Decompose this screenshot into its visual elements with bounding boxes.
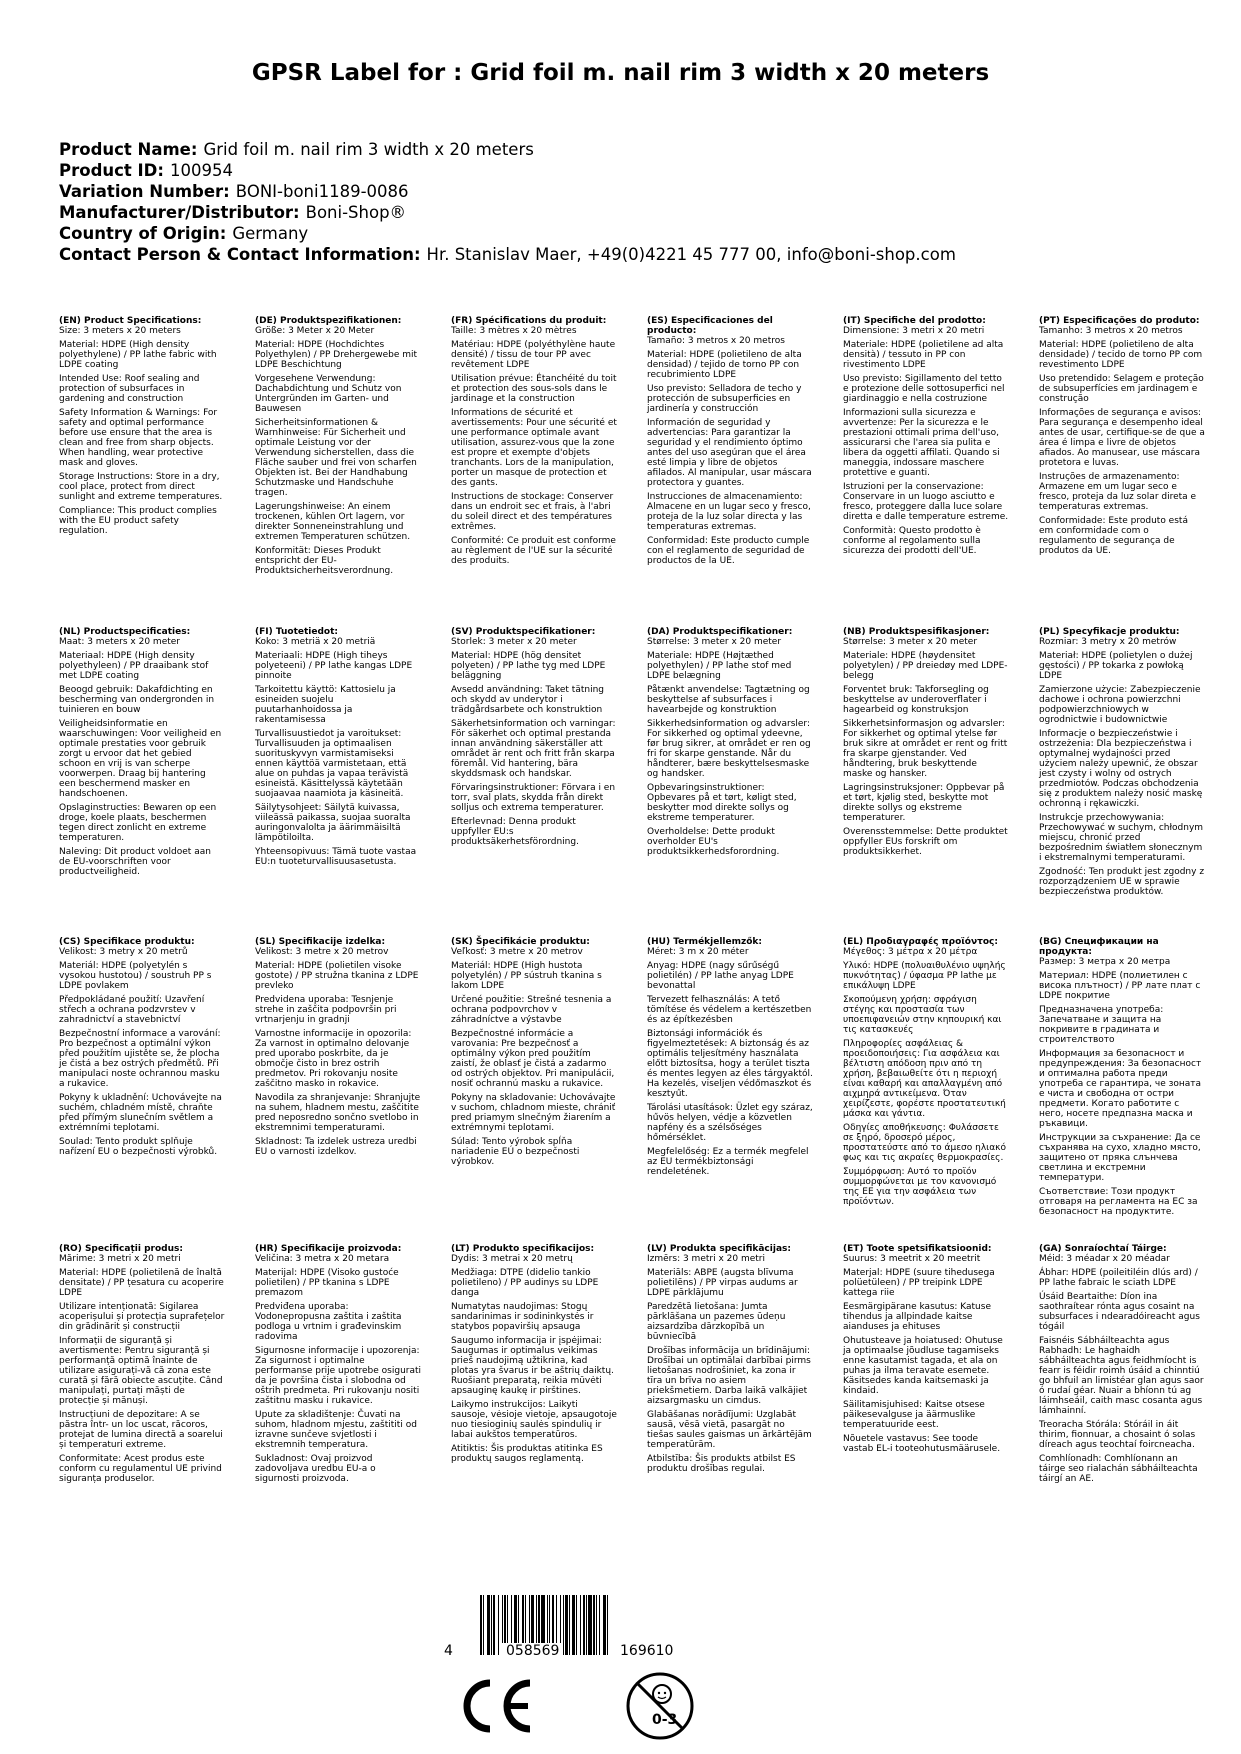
spec-paragraph: Instrukcje przechowywania: Przechowywać w suchym, chłodnym miejscu, chronić przed bezpośrednim światłem słonecznym i ekstremalnymi temperaturami. <box>1039 813 1204 863</box>
spec-paragraph: Pokyny na skladovanie: Uchovávajte v suchom, chladnom mieste, chrániť pred priamym slnečným žiarením a extrémnymi teplotami. <box>451 1093 616 1133</box>
language-heading: (FI) Tuotetiedot: <box>255 627 339 637</box>
info-value: Grid foil m. nail rim 3 width x 20 meters <box>203 140 534 159</box>
spec-paragraph: Предназначена употреба: Запечатване и защита на покривите в градината и строителството <box>1039 1005 1164 1045</box>
info-label: Contact Person & Contact Information: <box>59 245 421 264</box>
spec-paragraph: Lagringsinstruksjoner: Oppbevar på et tørt, kjølig sted, beskytte mot direkte sollys og ekstreme temperaturer. <box>843 783 1005 823</box>
info-row <box>59 244 1199 265</box>
spec-paragraph: Material: HDPE (hög densitet polyeten) / PP lathe tyg med LDPE beläggning <box>451 651 606 681</box>
spec-paragraph: Koko: 3 metriä x 20 metriä <box>255 637 376 647</box>
spec-paragraph: Storlek: 3 meter x 20 meter <box>451 637 577 647</box>
spec-paragraph: Biztonsági információk és figyelmeztetések: A biztonság és az optimális teljesítmény használata előtt biztosítsa, hogy a terület tiszta és mentes legyen az éles tárgyaktól. Ha kezelés, viseljen védőmaszkot és kesztyűt. <box>647 1029 813 1099</box>
language-block <box>255 1244 421 1488</box>
spec-paragraph: Compliance: This product complies with the EU product safety regulation. <box>59 506 217 536</box>
language-heading: (EL) Προδιαγραφές προϊόντος: <box>843 937 998 947</box>
spec-paragraph: Overensstemmelse: Dette produktet oppfyller EUs forskrift om produktsikkerhet. <box>843 827 1008 857</box>
info-value: Boni-Shop® <box>305 203 407 222</box>
info-row <box>59 181 1199 202</box>
spec-paragraph: Uso previsto: Selladora de techo y protección de subsuperficies en jardinería y construcción <box>647 384 802 414</box>
spec-paragraph: Úsáid Beartaithe: Díon ina saothraítear rónta agus cosaint na subsurfaces i ndearadóireacht agus tógáil <box>1039 1292 1200 1332</box>
info-value: BONI-boni1189-0086 <box>235 182 409 201</box>
spec-paragraph: Atbilstība: Šis produkts atbilst ES produktu drošības regulai. <box>647 1454 796 1474</box>
spec-paragraph: Informacje o bezpieczeństwie i ostrzeżenia: Dla bezpieczeństwa i optymalnej wydajności przed użyciem należy upewnić, że obszar jest czysty i wolny od ostrych przedmiotów. Podczas obchodzenia się z produktem należy nosić maskę ochronną i rękawiczki. <box>1039 729 1203 809</box>
barcode-group-1: 058569 <box>502 1643 563 1659</box>
spec-paragraph: Turvallisuustiedot ja varoitukset: Turvallisuuden ja optimaalisen suorituskyvyn varmistamiseksi ennen käyttöä varmistetaan, että alue on puhdas ja vapaa terävistä esineistä. Käsittelyssä käytetään suojaavaa naamiota ja käsineitä. <box>255 729 409 799</box>
spec-paragraph: Säilytysohjeet: Säilytä kuivassa, viileässä paikassa, suojaa suoralta auringonvalolta ja äärimmäisiltä lämpötiloilta. <box>255 803 411 843</box>
spec-paragraph: Materiale: HDPE (høydensitet polyetylen) / PP dreiedøy med LDPE-belegg <box>843 651 1008 681</box>
spec-paragraph: Instruções de armazenamento: Armazene em um lugar seco e fresco, proteja da luz solar direta e temperaturas extremas. <box>1039 472 1197 512</box>
barcode-lead-digit: 4 <box>440 1643 457 1659</box>
spec-paragraph: Bezpečnostné informácie a varovania: Pre bezpečnosť a optimálny výkon pred použitím zaistí, že oblasť je čistá a zadarmo od ostrých objektov. Pri manipulácii, nosiť ochrannú masku a rukavice. <box>451 1029 615 1089</box>
spec-paragraph: Material: HDPE (polietileno de alta densidade) / tecido de torno PP com revestimento LDPE <box>1039 340 1203 370</box>
spec-paragraph: Sicherheitsinformationen & Warnhinweise: Für Sicherheit und optimale Leistung vor der Verwendung sicherstellen, dass die Fläche sauber und frei von scharfen Objekten ist. Bei der Handhabung Schutzmaske und Handschuhe tragen. <box>255 418 417 498</box>
language-block <box>843 627 1009 861</box>
spec-paragraph: Информация за безопасност и предупреждения: За безопасност и оптимална работа преди употреба се гарантира, че зоната е чиста и свободна от остри предмети. Когато работите с него, носете предпазна маска и ръкавици. <box>1039 1049 1202 1129</box>
spec-paragraph: Informações de segurança e avisos: Para segurança e desempenho ideal antes de usar, certifique-se de que a área é limpa e livre de objetos afiados. Ao manusear, use máscara protetora e luvas. <box>1039 408 1205 468</box>
spec-paragraph: Säilitamisjuhised: Kaitse otsese päikesevalguse ja äärmuslike temperatuuride eest. <box>843 1400 985 1430</box>
spec-paragraph: Conformidad: Este producto cumple con el reglamento de seguridad de productos de la UE. <box>647 536 810 566</box>
barcode-space <box>608 1595 610 1655</box>
spec-paragraph: Μέγεθος: 3 μέτρα x 20 μέτρα <box>843 947 978 957</box>
spec-paragraph: Nõuetele vastavus: See toode vastab EL-i tooteohutusmäärusele. <box>843 1434 1001 1454</box>
spec-paragraph: Súlad: Tento výrobok spĺňa nariadenie EÚ o bezpečnosti výrobkov. <box>451 1137 580 1167</box>
language-heading: (IT) Specifiche del prodotto: <box>843 316 986 326</box>
language-block <box>255 937 421 1161</box>
info-row <box>59 160 1199 181</box>
spec-paragraph: Navodila za shranjevanje: Shranjujte na suhem, hladnem mestu, zaščitite pred neposredno sončno svetlobo in ekstremnimi temperaturami. <box>255 1093 421 1133</box>
spec-paragraph: Dydis: 3 metrai x 20 metrų <box>451 1254 573 1264</box>
language-heading: (FR) Spécifications du produit: <box>451 316 607 326</box>
spec-paragraph: Utilisation prévue: Étanchéité du toit et protection des sous-sols dans le jardinage et la construction <box>451 374 617 404</box>
spec-paragraph: Treoracha Stórála: Stóráil in áit thirim, fionnuar, a chosaint ó solas díreach agus teochtaí foircneacha. <box>1039 1420 1196 1450</box>
language-block <box>59 937 225 1161</box>
language-block <box>1039 627 1205 901</box>
spec-paragraph: Megfelelőség: Ez a termék megfelel az EU termékbiztonsági rendeletének. <box>647 1147 809 1177</box>
spec-paragraph: Veľkosť: 3 metre x 20 metrov <box>451 947 583 957</box>
spec-paragraph: Bezpečnostní informace a varování: Pro bezpečnost a optimální výkon před použitím ujistěte se, že plocha je čistá a bez ostrých předmětů. Při manipulaci noste ochrannou masku a rukavice. <box>59 1029 221 1089</box>
spec-paragraph: Materiał: HDPE (polietylen o dużej gęstości) / PP tokarka z powłoką LDPE <box>1039 651 1193 681</box>
language-heading: (SL) Specifikacije izdelka: <box>255 937 386 947</box>
language-heading: (SK) Špecifikácie produktu: <box>451 937 590 947</box>
spec-paragraph: Naleving: Dit product voldoet aan de EU-voorschriften voor productveiligheid. <box>59 847 211 877</box>
spec-paragraph: Utilizare intenționată: Sigilarea acoperișului și protecția suprafețelor din grădinărit și construcții <box>59 1302 225 1332</box>
spec-paragraph: Инструкции за съхранение: Да се съхранява на сухо, хладно място, защитено от пряка слънчева светлина и екстремни температури. <box>1039 1133 1201 1183</box>
spec-paragraph: Storage Instructions: Store in a dry, cool place, protect from direct sunlight and extreme temperatures. <box>59 472 223 502</box>
language-block <box>451 937 617 1171</box>
spec-paragraph: Οδηγίες αποθήκευσης: Φυλάσσετε σε ξηρό, δροσερό μέρος, προστατεύστε από το άμεσο ηλιακό φως και τις ακραίες θερμοκρασίες. <box>843 1123 1006 1163</box>
language-heading: (LT) Produkto specifikacijos: <box>451 1244 595 1254</box>
spec-paragraph: Съответствие: Този продукт отговаря на регламента на ЕС за безопасност на продуктите. <box>1039 1187 1198 1217</box>
spec-paragraph: Størrelse: 3 meter x 20 meter <box>647 637 782 647</box>
page-title: GPSR Label for : Grid foil m. nail rim 3 width x 20 meters <box>251 60 990 86</box>
spec-paragraph: Yhteensopivuus: Tämä tuote vastaa EU:n tuoteturvallisuusasetusta. <box>255 847 417 867</box>
language-heading: (HR) Specifikacije proizvoda: <box>255 1244 402 1254</box>
info-label: Product ID: <box>59 161 164 180</box>
spec-paragraph: Skladnost: Ta izdelek ustreza uredbi EU o varnosti izdelkov. <box>255 1137 417 1157</box>
spec-paragraph: Veiligheidsinformatie en waarschuwingen: Voor veiligheid en optimale prestaties voor gebruik zorgt u ervoor dat het gebied schoon en vrij is van scherpe voorwerpen. Draag bij hantering een beschermend masker en handschoenen. <box>59 719 222 799</box>
spec-paragraph: Instrucciones de almacenamiento: Almacene en un lugar seco y fresco, proteja de la luz solar directa y las temperaturas extremas. <box>647 492 811 532</box>
spec-paragraph: Conformità: Questo prodotto è conforme al regolamento sulla sicurezza dei prodotti dell'UE. <box>843 526 981 556</box>
language-heading: (GA) Sonraíochtaí Táirge: <box>1039 1244 1167 1254</box>
spec-paragraph: Размер: 3 метра x 20 метра <box>1039 957 1171 967</box>
spec-paragraph: Size: 3 meters x 20 meters <box>59 326 181 336</box>
spec-paragraph: Förvaringsinstruktioner: Förvara i en torr, sval plats, skydda från direkt solljus och extrema temperaturer. <box>451 783 616 813</box>
spec-paragraph: Größe: 3 Meter x 20 Meter <box>255 326 375 336</box>
product-info <box>59 139 1199 265</box>
spec-paragraph: Material: HDPE (High density polyethylene) / PP lathe fabric with LDPE coating <box>59 340 217 370</box>
ce-mark-icon <box>456 1677 536 1735</box>
info-label: Country of Origin: <box>59 224 227 243</box>
language-heading: (ET) Toote spetsifikatsioonid: <box>843 1244 992 1254</box>
spec-paragraph: Avsedd användning: Taket tätning och skydd av underytor i trädgårdsarbete och konstruktion <box>451 685 604 715</box>
spec-paragraph: Soulad: Tento produkt splňuje nařízení EU o bezpečnosti výrobků. <box>59 1137 218 1157</box>
language-block <box>647 627 813 861</box>
spec-paragraph: Πληροφορίες ασφάλειας & προειδοποιήσεις: Για ασφάλεια και βέλτιστη απόδοση πριν από τη χρήση, βεβαιωθείτε ότι η περιοχή είναι καθαρή και απαλλαγμένη από αιχμηρά αντικείμενα. Όταν χειρίζεστε, φορέστε προστατευτική μάσκα και γάντια. <box>843 1039 1006 1119</box>
language-block <box>843 937 1009 1211</box>
spec-paragraph: Zamierzone użycie: Zabezpieczenie dachowe i ochrona powierzchni podpowierzchniowych w ogrodnictwie i budownictwie <box>1039 685 1201 725</box>
spec-paragraph: Izmērs: 3 metri x 20 metri <box>647 1254 765 1264</box>
info-label: Product Name: <box>59 140 198 159</box>
spec-paragraph: Drošības informācija un brīdinājumi: Drošībai un optimālai darbībai pirms lietošanas nodrošiniet, ka zona ir tīra un brīva no asiem priekšmetiem. Darba laikā valkājiet aizsargmasku un cimdus. <box>647 1346 811 1406</box>
spec-paragraph: Efterlevnad: Denna produkt uppfyller EU:s produktsäkerhetsförordning. <box>451 817 579 847</box>
spec-paragraph: Velikost: 3 metre x 20 metrov <box>255 947 389 957</box>
spec-paragraph: Materiāls: ABPE (augsta blīvuma polietilēns) / PP virpas audums ar LDPE pārklājumu <box>647 1268 798 1298</box>
spec-paragraph: Paredzētā lietošana: Jumta pārklāšana un pazemes ūdeņu aizsardzība dārzkopībā un būvniecībā <box>647 1302 786 1342</box>
spec-paragraph: Konformität: Dieses Produkt entspricht der EU-Produktsicherheitsverordnung. <box>255 546 394 576</box>
language-block <box>451 316 617 570</box>
spec-paragraph: Material: HDPE (Hochdichtes Polyethylen) / PP Drehergewebe mit LDPE Beschichtung <box>255 340 418 370</box>
spec-paragraph: Zgodność: Ten produkt jest zgodny z rozporządzeniem UE w sprawie bezpieczeństwa produktów. <box>1039 867 1205 897</box>
spec-paragraph: Tarkoitettu käyttö: Kattosielu ja esineiden suojelu puutarhanhoidossa ja rakentamisessa <box>255 685 396 725</box>
spec-paragraph: Rozmiar: 3 metry x 20 metrów <box>1039 637 1177 647</box>
barcode <box>440 1595 760 1665</box>
spec-paragraph: Faisnéis Sábháilteachta agus Rabhadh: Le haghaidh sábháilteachta agus feidhmíocht is fearr is féidir roimh úsáid a chinntiú go bhfuil an limistéar glan agus saor ó rudaí géar. Nuair a bhíonn tú ag láimhseáil, caith masc cosanta agus lámhainní. <box>1039 1336 1204 1416</box>
spec-paragraph: Předpokládané použití: Uzavření střech a ochrana podzvrstev v zahradnictví a stavebnictví <box>59 995 205 1025</box>
language-block <box>647 1244 813 1478</box>
spec-paragraph: Opslaginstructies: Bewaren op een droge, koele plaats, beschermen tegen direct zonlicht en extreme temperaturen. <box>59 803 217 843</box>
spec-paragraph: Συμμόρφωση: Αυτό το προϊόν συμμορφώνεται με τον κανονισμό της ΕΕ για την ασφάλεια των προϊόντων. <box>843 1167 997 1207</box>
spec-paragraph: Materijal: HDPE (Visoko gustoće polietilen) / PP tkanina s LDPE premazom <box>255 1268 399 1298</box>
spec-paragraph: Maat: 3 meters x 20 meter <box>59 637 180 647</box>
spec-paragraph: Sikkerhetsinformasjon og advarsler: For sikkerhet og optimal ytelse før bruk sikre at området er rent og fritt fra skarpe gjenstander. Ved håndtering, bruk beskyttende maske og hansker. <box>843 719 1008 779</box>
spec-paragraph: Anyag: HDPE (nagy sűrűségű polietilén) / PP lathe anyag LDPE bevonattal <box>647 961 794 991</box>
language-heading: (PL) Specyfikacje produktu: <box>1039 627 1180 637</box>
language-heading: (RO) Specificații produs: <box>59 1244 183 1254</box>
spec-paragraph: Informații de siguranță și avertismente: Pentru siguranță și performanță optimă înainte de utilizare asigurați-vă că zona este curată și fără obiecte ascuțite. Când manipulați, purtați măști de protecție și mănuși. <box>59 1336 223 1406</box>
spec-paragraph: Uso pretendido: Selagem e proteção de subsuperfícies em jardinagem e construção <box>1039 374 1204 404</box>
spec-paragraph: Dimensione: 3 metri x 20 metri <box>843 326 985 336</box>
language-block <box>451 1244 617 1468</box>
spec-paragraph: Material: HDPE (polietilen visoke gostote) / PP stružna tkanina z LDPE prevleko <box>255 961 419 991</box>
spec-paragraph: Material: HDPE (polietileno de alta densidad) / tejido de torno PP con recubrimiento LDPE <box>647 350 802 380</box>
spec-paragraph: Méret: 3 m x 20 méter <box>647 947 749 957</box>
spec-paragraph: Información de seguridad y advertencias: Para garantizar la seguridad y el rendimiento óptimo antes del uso asegúran que el área esté limpia y libre de objetos afilados. Al manipular, usar máscara protectora y guantes. <box>647 418 812 488</box>
spec-paragraph: Sukladnost: Ovaj proizvod zadovoljava uredbu EU-a o sigurnosti proizvoda. <box>255 1454 376 1484</box>
language-heading: (DA) Produktspecifikationer: <box>647 627 793 637</box>
spec-paragraph: Υλικό: HDPE (πολυαιθυλένιο υψηλής πυκνότητας) / ύφασμα PP lathe με επικάλυψη LDPE <box>843 961 1006 991</box>
spec-paragraph: Informations de sécurité et avertissements: Pour une sécurité et une performance optimale avant utilisation, assurez-vous que la zone est propre et exempte d'objets tranchants. Lors de la manipulation, porter un masque de protection et des gants. <box>451 408 617 488</box>
spec-paragraph: Tamaño: 3 metros x 20 metros <box>647 336 785 346</box>
language-heading: (PT) Especificações do produto: <box>1039 316 1200 326</box>
info-value: Germany <box>232 224 309 243</box>
info-value[interactable]: Hr. Stanislav Maer, +49(0)4221 45 777 00, info@boni-shop.com <box>426 245 956 264</box>
language-heading: (CS) Specifikace produktu: <box>59 937 195 947</box>
language-heading: (DE) Produktspezifikationen: <box>255 316 402 326</box>
spec-paragraph: Mărime: 3 metri x 20 metri <box>59 1254 181 1264</box>
spec-paragraph: Lagerungshinweise: An einem trockenen, kühlen Ort lagern, vor direkter Sonneneinstrahlung und extremen Temperaturen schützen. <box>255 502 411 542</box>
spec-paragraph: Určené použitie: Strešné tesnenia a ochrana podpovrchov v záhradníctve a výstavbe <box>451 995 612 1025</box>
spec-paragraph: Suurus: 3 meetrit x 20 meetrit <box>843 1254 981 1264</box>
spec-paragraph: Informazioni sulla sicurezza e avvertenze: Per la sicurezza e le prestazioni ottimali prima dell'uso, assicurarsi che l'area sia pulita e libera da oggetti affilati. Quando si maneggia, indossare maschere protettive e guanti. <box>843 408 1000 478</box>
spec-paragraph: Sigurnosne informacije i upozorenja: Za sigurnost i optimalne performanse prije upotrebe osigurati da je površina čista i slobodna od oštrih predmeta. Pri rukovanju nositi zaštitnu masku i rukavice. <box>255 1346 422 1406</box>
spec-paragraph: Pokyny k ukladnění: Uchovávejte na suchém, chladném místě, chraňte před přímým slunečním světlem a extrémními teplotami. <box>59 1093 222 1133</box>
not-for-children-0-3-icon <box>624 1670 696 1742</box>
spec-paragraph: Instructions de stockage: Conserver dans un endroit sec et frais, à l'abri du soleil direct et des températures extrêmes. <box>451 492 614 532</box>
language-heading: (NL) Productspecificaties: <box>59 627 191 637</box>
language-heading: (LV) Produkta specifikācijas: <box>647 1244 791 1254</box>
spec-paragraph: Størrelse: 3 meter x 20 meter <box>843 637 978 647</box>
language-block <box>451 627 617 851</box>
spec-paragraph: Conformidade: Este produto está em conformidade com o regulamento de segurança de produtos da UE. <box>1039 516 1188 556</box>
spec-paragraph: Påtænkt anvendelse: Tagtætning og beskyttelse af subsurfaces i havearbejde og konstruktion <box>647 685 810 715</box>
spec-paragraph: Opbevaringsinstruktioner: Opbevares på et tørt, køligt sted, beskytter mod direkte sollys og ekstreme temperaturer. <box>647 783 797 823</box>
spec-paragraph: Laikymo instrukcijos: Laikyti sausoje, vėsioje vietoje, apsaugotoje nuo tiesioginių saulės spindulių ir labai aukštos temperatūros. <box>451 1400 617 1440</box>
language-block <box>59 627 225 881</box>
spec-paragraph: Istruzioni per la conservazione: Conservare in un luogo asciutto e fresco, proteggere dalla luce solare diretta e dalle temperature estreme. <box>843 482 1009 522</box>
spec-paragraph: Materiale: HDPE (polietilene ad alta densità) / tessuto in PP con rivestimento LDPE <box>843 340 1004 370</box>
language-heading: (EN) Product Specifications: <box>59 316 202 326</box>
language-heading: (ES) Especificaciones del producto: <box>647 316 773 336</box>
spec-paragraph: Conformitate: Acest produs este conform cu regulamentul UE privind siguranța produselor. <box>59 1454 222 1484</box>
spec-paragraph: Ohutusteave ja hoiatused: Ohutuse ja optimaalse jõudluse tagamiseks enne kasutamist tagada, et ala on puhas ja ilma teravate esemete. Käsitsedes kanda kaitsemaski ja kindaid. <box>843 1336 1003 1396</box>
info-label: Variation Number: <box>59 182 230 201</box>
spec-paragraph: Comhlíonadh: Comhlíonann an táirge seo rialachán sábháilteachta táirgí an AE. <box>1039 1454 1198 1484</box>
barcode-group-2: 169610 <box>616 1643 677 1659</box>
spec-paragraph: Veličina: 3 metra x 20 metara <box>255 1254 390 1264</box>
spec-paragraph: Varnostne informacije in opozorila: Za varnost in optimalno delovanje pred uporabo poskrbite, da je območje čisto in brez ostrih predmetov. Pri rokovanju nosite zaščitno masko in rokavice. <box>255 1029 412 1089</box>
spec-paragraph: Tervezett felhasználás: A tető tömítése és védelem a kertészetben és az építkezésben <box>647 995 812 1025</box>
spec-paragraph: Overholdelse: Dette produkt overholder EU's produktsikkerhedsforordning. <box>647 827 780 857</box>
spec-paragraph: Intended Use: Roof sealing and protection of subsurfaces in gardening and construction <box>59 374 200 404</box>
language-block <box>1039 937 1205 1221</box>
spec-paragraph: Ábhar: HDPE (poileitiléin dlús ard) / PP lathe fabraic le sciath LDPE <box>1039 1268 1198 1288</box>
spec-paragraph: Medžiaga: DTPE (didelio tankio polietileno) / PP audinys su LDPE danga <box>451 1268 599 1298</box>
spec-paragraph: Materiale: HDPE (Højtæthed polyethylen) / PP lathe stof med LDPE belægning <box>647 651 792 681</box>
spec-paragraph: Instrucțiuni de depozitare: A se păstra într- un loc uscat, răcoros, protejat de lumina directă a soarelui și temperaturi extreme. <box>59 1410 223 1450</box>
spec-paragraph: Predviđena uporaba: Vodonepropusna zaštita i zaštita podloga u vrtnim i građevinskim radovima <box>255 1302 402 1342</box>
info-row <box>59 202 1199 223</box>
spec-paragraph: Safety Information & Warnings: For safety and optimal performance before use ensure that the area is clean and free from sharp objects. When handling, wear protective mask and gloves. <box>59 408 218 468</box>
language-block <box>255 627 421 871</box>
language-block <box>59 1244 225 1488</box>
info-value: 100954 <box>169 161 233 180</box>
spec-paragraph: Predvidena uporaba: Tesnjenje strehe in zaščita podpovršin pri vrtnarjenju in gradnji <box>255 995 397 1025</box>
info-row <box>59 223 1199 244</box>
language-heading: (SV) Produktspecifikationer: <box>451 627 596 637</box>
spec-paragraph: Säkerhetsinformation och varningar: För säkerhet och optimal prestanda innan användning säkerställer att området är rent och fritt från skarpa föremål. Vid hantering, bära skyddsmask och handskar. <box>451 719 616 779</box>
spec-paragraph: Uso previsto: Sigillamento del tetto e protezione delle sottosuperfici nel giardinaggio e nella costruzione <box>843 374 1005 404</box>
language-block <box>843 1244 1009 1458</box>
spec-paragraph: Matériau: HDPE (polyéthylène haute densité) / tissu de tour PP avec revêtement LDPE <box>451 340 616 370</box>
spec-paragraph: Materiál: HDPE (polyetylén s vysokou hustotou) / soustruh PP s LDPE povlakem <box>59 961 212 991</box>
language-block <box>843 316 1009 560</box>
spec-paragraph: Beoogd gebruik: Dakafdichting en bescherming van ondergronden in tuinieren en bouw <box>59 685 215 715</box>
spec-paragraph: Σκοπούμενη χρήση: σφράγιση στέγης και προστασία των υποεπιφανειών στην κηπουρική και τις κατασκευές <box>843 995 1002 1035</box>
age-label: 0-3 <box>652 1712 678 1728</box>
spec-paragraph: Materiál: HDPE (High hustota polyetylén) / PP sústruh tkanina s lakom LDPE <box>451 961 602 991</box>
spec-paragraph: Tárolási utasítások: Üzlet egy száraz, hűvös helyen, védje a közvetlen napfény és a szélsőséges hőmérséklet. <box>647 1103 813 1143</box>
spec-paragraph: Upute za skladištenje: Čuvati na suhom, hladnom mjestu, zaštititi od izravne sunčeve svjetlosti i ekstremnih temperatura. <box>255 1410 417 1450</box>
language-block <box>647 316 813 570</box>
spec-paragraph: Taille: 3 mètres x 20 mètres <box>451 326 577 336</box>
spec-paragraph: Eesmärgipärane kasutus: Katuse tihendus ja allpindade kaitse aianduses ja ehituses <box>843 1302 991 1332</box>
language-block <box>255 316 421 580</box>
spec-paragraph: Saugumo informacija ir įspėjimai: Saugumas ir optimalus veikimas prieš naudojimą užtikrina, kad plotas yra švarus ir be aštrių daiktų. Ruošiant preparatą, reikia mūvėti apsauginę kaukę ir pirštines. <box>451 1336 614 1396</box>
spec-paragraph: Materiaal: HDPE (High density polyethyleen) / PP draaibank stof met LDPE coating <box>59 651 209 681</box>
spec-paragraph: Méid: 3 méadar x 20 méadar <box>1039 1254 1170 1264</box>
language-block <box>647 937 813 1181</box>
language-block <box>1039 1244 1205 1488</box>
spec-paragraph: Glabāšanas norādījumi: Uzglabāt sausā, vēsā vietā, pasargāt no tiešas saules gaismas un ārkārtējām temperatūrām. <box>647 1410 812 1450</box>
info-row <box>59 139 1199 160</box>
spec-paragraph: Conformité: Ce produit est conforme au règlement de l'UE sur la sécurité des produits. <box>451 536 616 566</box>
language-block <box>59 316 225 540</box>
language-heading: (BG) Спецификации на продукта: <box>1039 937 1159 957</box>
language-heading: (HU) Termékjellemzők: <box>647 937 763 947</box>
language-block <box>1039 316 1205 560</box>
spec-paragraph: Forventet bruk: Takforsegling og beskyttelse av underoverflater i hagearbeid og konstruksjon <box>843 685 989 715</box>
spec-paragraph: Velikost: 3 metry x 20 metrů <box>59 947 188 957</box>
info-label: Manufacturer/Distributor: <box>59 203 300 222</box>
spec-paragraph: Material: HDPE (polietilenă de înaltă densitate) / PP țesatura cu acoperire LDPE <box>59 1268 224 1298</box>
spec-paragraph: Materjal: HDPE (suure tihedusega polüetüleen) / PP treipink LDPE kattega riie <box>843 1268 995 1298</box>
spec-paragraph: Numatytas naudojimas: Stogų sandarinimas ir sodininkystės ir statybos popaviršių apsauga <box>451 1302 594 1332</box>
spec-paragraph: Tamanho: 3 metros x 20 metros <box>1039 326 1183 336</box>
spec-paragraph: Materiaali: HDPE (High tiheys polyeteeni) / PP lathe kangas LDPE pinnoite <box>255 651 413 681</box>
spec-paragraph: Vorgesehene Verwendung: Dachabdichtung und Schutz von Untergründen im Garten- und Bauwesen <box>255 374 402 414</box>
spec-paragraph: Atitiktis: Šis produktas atitinka ES produktų saugos reglamentą. <box>451 1444 603 1464</box>
language-heading: (NB) Produktspesifikasjoner: <box>843 627 990 637</box>
spec-paragraph: Материал: HDPE (полиетилен с висока плътност) / PP лате плат с LDPE покритие <box>1039 971 1201 1001</box>
spec-paragraph: Sikkerhedsinformation og advarsler: For sikkerhed og optimal ydeevne, før brug sikrer, at området er ren og fri for skarpe genstande. Når du håndterer, bære beskyttelsesmaske og handsker. <box>647 719 811 779</box>
